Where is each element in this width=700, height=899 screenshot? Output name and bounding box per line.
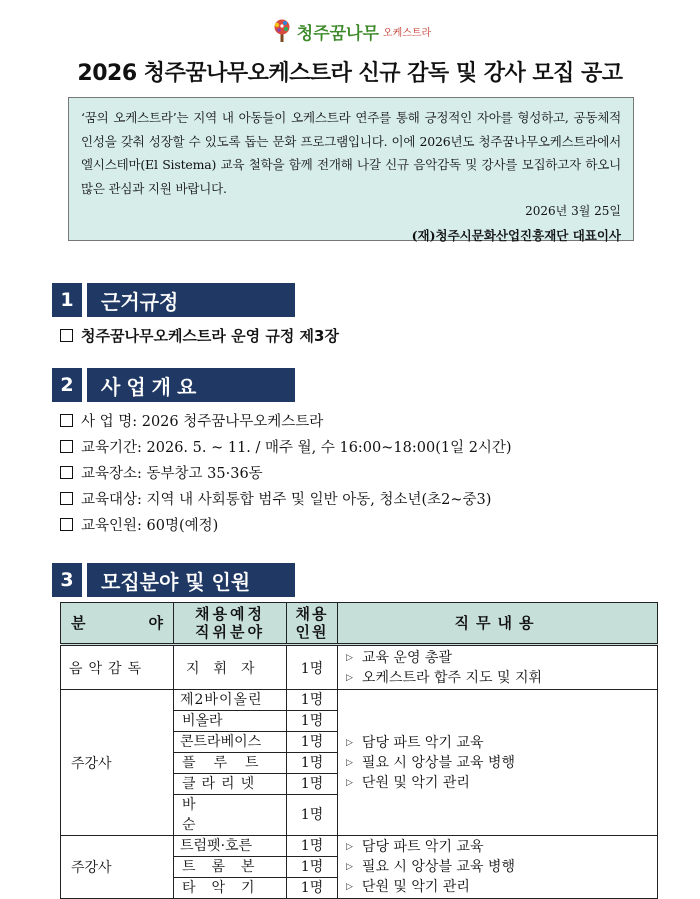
duty-text: 단원 및 악기 관리 bbox=[361, 774, 470, 791]
header-field-a: 분 bbox=[71, 614, 86, 632]
header-field bbox=[61, 603, 174, 645]
duty-text: 필요 시 앙상블 교육 병행 bbox=[361, 859, 515, 875]
page-title: 2026 청주꿈나무오케스트라 신규 감독 및 강사 모집 공고 bbox=[77, 61, 623, 86]
count-cell: 1명 bbox=[287, 645, 338, 690]
field-text: 음악감독 bbox=[69, 660, 148, 677]
section-3-header bbox=[52, 563, 295, 597]
section-title: 모집분야 및 인원 bbox=[87, 563, 295, 597]
list-item bbox=[60, 514, 218, 535]
duty-text: 필요 시 앙상블 교육 병행 bbox=[361, 754, 515, 771]
section-title: 사업개요 bbox=[87, 368, 295, 402]
position-text: 콘트라베이스 bbox=[180, 734, 262, 750]
checkbox-square-icon bbox=[60, 440, 73, 453]
triangle-bullet-icon: ▷ bbox=[346, 672, 353, 683]
header-position-1: 채용예정 bbox=[195, 605, 265, 623]
position-cell bbox=[174, 836, 287, 857]
recruit-table bbox=[60, 602, 658, 899]
field-cell bbox=[61, 645, 174, 690]
list-item-text: 사 업 명: 2026 청주꿈나무오케스트라 bbox=[81, 414, 324, 430]
triangle-bullet-icon: ▷ bbox=[346, 842, 353, 852]
list-item bbox=[60, 462, 263, 483]
triangle-bullet-icon: ▷ bbox=[346, 882, 353, 892]
list-item bbox=[60, 325, 339, 346]
count-cell: 1명 bbox=[287, 690, 338, 711]
duty-text: 단원 및 악기 관리 bbox=[361, 879, 470, 895]
duty-text: 담당 파트 악기 교육 bbox=[361, 839, 484, 855]
checkbox-square-icon bbox=[60, 492, 73, 505]
field-cell bbox=[61, 836, 174, 899]
position-cell bbox=[174, 774, 287, 795]
intro-org: (재)청주시문화산업진흥재단 대표이사 bbox=[411, 227, 621, 243]
field-text: 주강사 bbox=[71, 860, 112, 876]
position-text: 타악기 bbox=[182, 880, 271, 896]
triangle-bullet-icon: ▷ bbox=[346, 757, 353, 768]
table-header-row bbox=[61, 603, 658, 645]
header-position bbox=[174, 603, 287, 645]
logo bbox=[0, 18, 700, 44]
position-text: 플루트 bbox=[182, 755, 277, 771]
position-cell bbox=[174, 645, 287, 690]
position-cell bbox=[174, 690, 287, 711]
position-text: 지휘자 bbox=[186, 660, 269, 677]
list-item-text: 청주꿈나무오케스트라 운영 규정 제3장 bbox=[81, 327, 339, 345]
position-text: 제2바이올린 bbox=[180, 692, 263, 708]
section-1-header bbox=[52, 283, 295, 317]
table-row bbox=[61, 645, 658, 690]
table-row bbox=[61, 836, 658, 857]
header-duty-text: 직무내용 bbox=[454, 614, 541, 632]
section-title: 근거규정 bbox=[87, 283, 295, 317]
position-cell bbox=[174, 711, 287, 732]
list-item-text: 교육대상: 지역 내 사회통합 범주 및 일반 아동, 청소년(초2~중3) bbox=[81, 492, 492, 508]
position-text: 비올라 bbox=[182, 713, 223, 729]
intro-box bbox=[68, 97, 634, 241]
intro-date: 2026년 3월 25일 bbox=[525, 204, 621, 218]
logo-main-text: 청주꿈나무 bbox=[296, 23, 379, 44]
header-position-2: 직위분야 bbox=[195, 623, 265, 641]
section-number: 1 bbox=[52, 283, 82, 317]
list-item bbox=[60, 488, 491, 509]
position-text: 클라리넷 bbox=[182, 776, 261, 792]
checkbox-square-icon bbox=[60, 518, 73, 531]
position-cell bbox=[174, 732, 287, 753]
duty-cell bbox=[338, 690, 658, 836]
list-item-text: 교육장소: 동부창고 35·36동 bbox=[81, 466, 263, 482]
checkbox-square-icon bbox=[60, 466, 73, 479]
list-item-text: 교육인원: 60명(예정) bbox=[81, 518, 219, 534]
duty-cell bbox=[338, 645, 658, 690]
triangle-bullet-icon: ▷ bbox=[346, 862, 353, 872]
field-text: 주강사 bbox=[71, 755, 112, 772]
position-text: 트롬본 bbox=[182, 859, 271, 875]
duty-text: 교육 운영 총괄 bbox=[361, 649, 452, 666]
position-text: 바순 bbox=[182, 797, 240, 833]
header-count-2: 인원 bbox=[295, 623, 329, 641]
tree-icon bbox=[269, 18, 295, 44]
list-item bbox=[60, 436, 512, 457]
count-cell: 1명 bbox=[287, 753, 338, 774]
position-cell bbox=[174, 878, 287, 899]
triangle-bullet-icon: ▷ bbox=[346, 737, 353, 748]
position-text: 트럼펫·호른 bbox=[180, 838, 253, 854]
position-cell bbox=[174, 857, 287, 878]
triangle-bullet-icon: ▷ bbox=[346, 777, 353, 788]
header-count bbox=[287, 603, 338, 645]
table-row bbox=[61, 690, 658, 711]
count-cell: 1명 bbox=[287, 774, 338, 795]
duty-text: 담당 파트 악기 교육 bbox=[361, 734, 484, 751]
header-count-1: 채용 bbox=[295, 605, 329, 623]
list-item-text: 교육기간: 2026. 5. ~ 11. / 매주 월, 수 16:00~18:00(1일 2시간) bbox=[81, 440, 512, 456]
checkbox-square-icon bbox=[60, 414, 73, 427]
section-number: 2 bbox=[52, 368, 82, 402]
count-cell: 1명 bbox=[287, 732, 338, 753]
intro-body: ‘꿈의 오케스트라’는 지역 내 아동들이 오케스트라 연주를 통해 긍정적인 자아를 형성하고, 공동체적 인성을 갖춰 성장할 수 있도록 돕는 문화 프로그램입니다. 이에 2026년도 청주꿈나무오케스트라에서 엘시스테마(El Sistema) 교육 철학을 함께 전개해 나갈 신규 음악감독 및 강사를 모집하고자 하오니 많은 관심과 지원 바랍니다. bbox=[81, 110, 621, 196]
position-cell bbox=[174, 795, 287, 836]
triangle-bullet-icon: ▷ bbox=[346, 652, 353, 663]
header-field-b: 야 bbox=[148, 614, 163, 632]
duty-cell bbox=[338, 836, 658, 899]
section-number: 3 bbox=[52, 563, 82, 597]
header-duty bbox=[338, 603, 658, 645]
duty-text: 오케스트라 합주 지도 및 지휘 bbox=[361, 669, 543, 686]
field-cell bbox=[61, 690, 174, 836]
list-item bbox=[60, 410, 323, 431]
checkbox-square-icon bbox=[60, 329, 73, 342]
count-cell: 1명 bbox=[287, 857, 338, 878]
count-cell: 1명 bbox=[287, 836, 338, 857]
count-cell: 1명 bbox=[287, 795, 338, 836]
count-cell: 1명 bbox=[287, 711, 338, 732]
section-2-header bbox=[52, 368, 295, 402]
count-cell: 1명 bbox=[287, 878, 338, 899]
position-cell bbox=[174, 753, 287, 774]
logo-sub-text: 오케스트라 bbox=[382, 27, 432, 39]
